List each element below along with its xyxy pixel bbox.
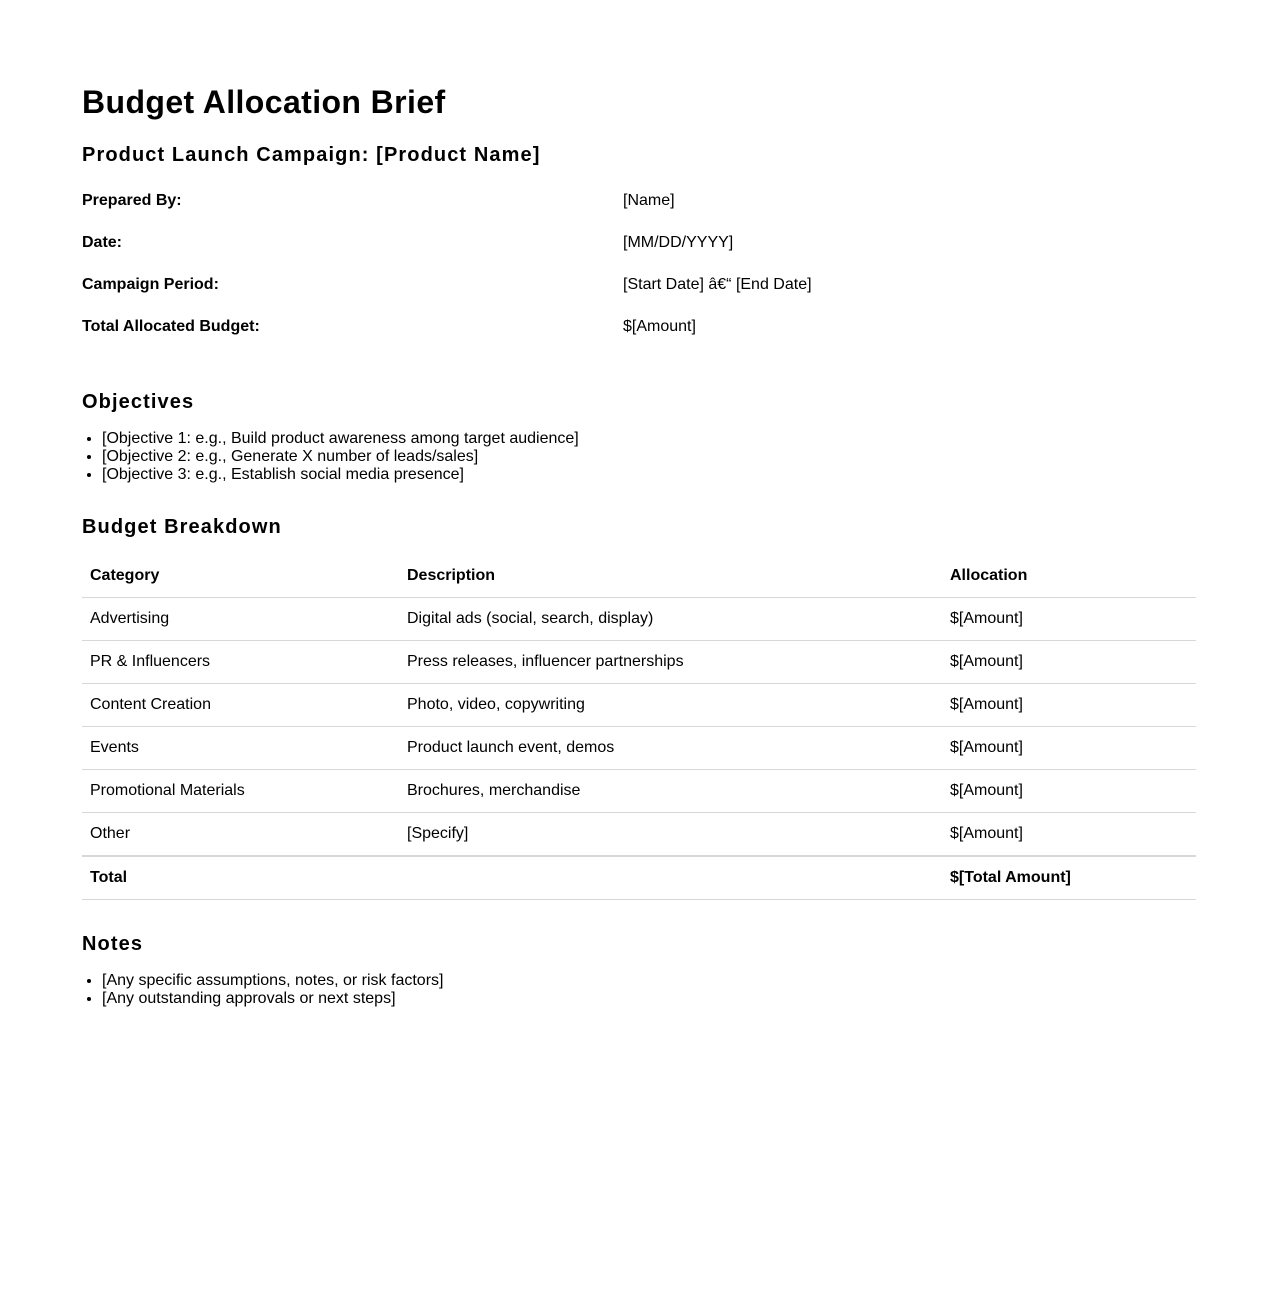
meta-row-prepared-by xyxy=(82,191,1196,233)
cell-description: Photo, video, copywriting xyxy=(399,684,942,727)
notes-list xyxy=(82,972,1196,1008)
table-total-row xyxy=(82,856,1196,900)
meta-value: $[Amount] xyxy=(623,318,696,335)
column-header-description: Description xyxy=(399,555,942,598)
cell-category: Other xyxy=(82,813,399,857)
cell-description: [Specify] xyxy=(399,813,942,857)
objectives-list xyxy=(82,430,1196,484)
cell-description: Product launch event, demos xyxy=(399,727,942,770)
column-header-allocation: Allocation xyxy=(942,555,1196,598)
table-header-row xyxy=(82,555,1196,598)
page-title: Budget Allocation Brief xyxy=(82,84,446,120)
budget-heading: Budget Breakdown xyxy=(82,516,282,538)
list-item: • [Any outstanding approvals or next steps] xyxy=(102,990,1196,1008)
cell-allocation: $[Amount] xyxy=(942,641,1196,684)
cell-description: Brochures, merchandise xyxy=(399,770,942,813)
table-row xyxy=(82,727,1196,770)
meta-row-campaign-period xyxy=(82,275,1196,317)
table-row xyxy=(82,598,1196,641)
cell-description: Press releases, influencer partnerships xyxy=(399,641,942,684)
cell-category: Promotional Materials xyxy=(82,770,399,813)
meta-label: Campaign Period: xyxy=(82,276,219,293)
list-item: • [Objective 2: e.g., Generate X number of leads/sales] xyxy=(102,448,1196,466)
meta-value: [Name] xyxy=(623,192,675,209)
cell-allocation: $[Amount] xyxy=(942,684,1196,727)
cell-allocation: $[Amount] xyxy=(942,770,1196,813)
table-row xyxy=(82,813,1196,857)
budget-table xyxy=(82,555,1196,900)
cell-category: Events xyxy=(82,727,399,770)
cell-category: Advertising xyxy=(82,598,399,641)
list-item: • [Objective 3: e.g., Establish social media presence] xyxy=(102,466,1196,484)
meta-value: [Start Date] â€“ [End Date] xyxy=(623,276,812,293)
cell-allocation: $[Amount] xyxy=(942,598,1196,641)
cell-category: PR & Influencers xyxy=(82,641,399,684)
list-item: • [Any specific assumptions, notes, or risk factors] xyxy=(102,972,1196,990)
cell-allocation: $[Amount] xyxy=(942,727,1196,770)
table-row xyxy=(82,641,1196,684)
meta-label: Date: xyxy=(82,234,123,251)
cell-total-value: $[Total Amount] xyxy=(942,856,1196,900)
cell-total-description xyxy=(399,856,942,900)
table-row xyxy=(82,684,1196,727)
page-subtitle: Product Launch Campaign: [Product Name] xyxy=(82,144,541,166)
notes-heading: Notes xyxy=(82,933,144,955)
meta-row-total-budget xyxy=(82,317,1196,359)
list-item: • [Objective 1: e.g., Build product awareness among target audience] xyxy=(102,430,1196,448)
meta-row-date xyxy=(82,233,1196,275)
table-row xyxy=(82,770,1196,813)
cell-allocation: $[Amount] xyxy=(942,813,1196,857)
meta-label: Total Allocated Budget: xyxy=(82,318,260,335)
cell-total-label: Total xyxy=(82,856,399,900)
column-header-category: Category xyxy=(82,555,399,598)
meta-label: Prepared By: xyxy=(82,192,182,209)
cell-category: Content Creation xyxy=(82,684,399,727)
cell-description: Digital ads (social, search, display) xyxy=(399,598,942,641)
objectives-heading: Objectives xyxy=(82,391,195,413)
meta-value: [MM/DD/YYYY] xyxy=(623,234,734,251)
meta-info xyxy=(82,191,1196,359)
